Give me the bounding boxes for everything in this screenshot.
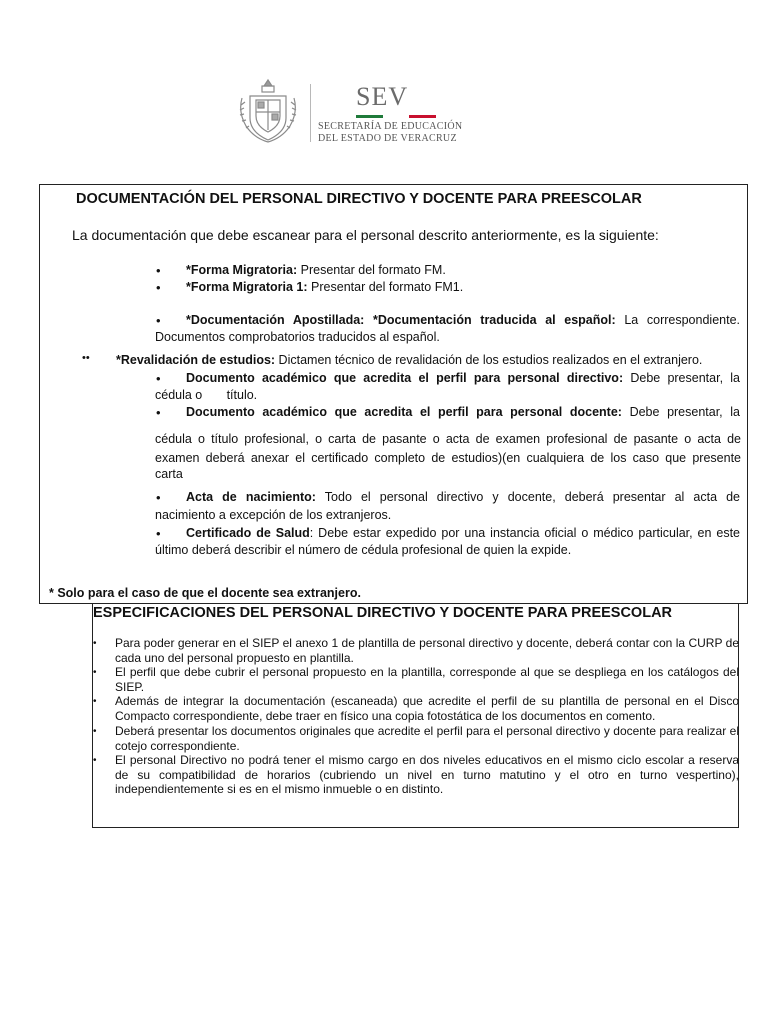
bullet: •	[93, 726, 97, 737]
documentation-box	[39, 184, 748, 604]
bullet: •	[156, 371, 161, 386]
list-item: Acta de nacimiento: Todo el personal directivo y docente, deberá presentar al acta de	[186, 490, 740, 504]
list-item: Documento académico que acredita el perfil para personal directivo: Debe presentar, la	[186, 371, 740, 385]
section2-title: ESPECIFICACIONES DEL PERSONAL DIRECTIVO Y DOCENTE PARA PREESCOLAR	[93, 605, 673, 621]
flag-stripe-green	[356, 115, 383, 118]
list-item-continuation: último deberá describir el número de cédula profesional de quien la expide.	[155, 543, 572, 557]
bullet: •	[156, 263, 161, 278]
list-item: *Forma Migratoria 1: Presentar del formato FM1.	[186, 280, 464, 294]
flag-stripe-white	[383, 115, 410, 118]
list-item-continuation: examen deberá anexar el certificado completo de estudios)(en cualquiera de los caso que presente	[155, 451, 741, 465]
list-item-continuation: cédula o título.	[155, 388, 258, 402]
logo-line-1: SECRETARÍA DE EDUCACIÓN	[318, 121, 463, 132]
bullet: •	[93, 696, 97, 707]
spec-item: El perfil que debe cubrir el personal propuesto en la plantilla, corresponde al que se despliega en los catálogos del SIEP.	[115, 665, 739, 694]
spec-item: El personal Directivo no podrá tener el mismo cargo en dos niveles educativos en el mismo ciclo escolar a reserva de su compatibilidad de horarios (cubriendo un nivel en turno matutino y el otro en turno vespertino), independientemente si es en el mismo inmueble o en distinto.	[115, 753, 739, 796]
list-item-continuation: cédula o título profesional, o carta de pasante o acta de examen profesional de pasante o acta de	[155, 432, 741, 446]
bullet: •	[156, 405, 161, 420]
list-item: Certificado de Salud: Debe estar expedido por una instancia oficial o médico particular, en este	[186, 526, 741, 540]
bullet: •	[156, 313, 161, 328]
spec-item: Para poder generar en el SIEP el anexo 1 de plantilla de personal directivo y docente, deberá contar con la CURP de cada uno del personal propuesto en plantilla.	[115, 636, 739, 665]
bullet: •	[93, 638, 97, 649]
spec-item: Además de integrar la documentación (escaneada) que acredite el perfil de su plantilla de personal en el Disco Compacto correspondiente, debe traer en físico una copia fotostática de los documentos en comento.	[115, 694, 739, 723]
bullet: •	[156, 526, 161, 541]
flag-stripe	[356, 115, 436, 118]
spec-item: Deberá presentar los documentos originales que acredite el perfil para el personal directivo y docente para realizar el cotejo correspondiente.	[115, 724, 739, 753]
bullet: ••	[82, 352, 90, 364]
list-item: *Revalidación de estudios: Dictamen técnico de revalidación de los estudios realizados en el extranjero.	[116, 353, 703, 367]
bullet: •	[156, 490, 161, 505]
flag-stripe-red	[409, 115, 436, 118]
list-item: *Forma Migratoria: Presentar del formato FM.	[186, 263, 446, 277]
list-item: Documento académico que acredita el perfil para personal docente: Debe presentar, la	[186, 405, 740, 419]
section1-intro: La documentación que debe escanear para el personal descrito anteriormente, es la siguiente:	[72, 227, 659, 243]
logo-line-2: DEL ESTADO DE VERACRUZ	[318, 133, 457, 144]
logo-title: SEV	[356, 82, 409, 111]
list-item-continuation: nacimiento a excepción de los extranjeros.	[155, 508, 392, 522]
logo-divider	[310, 84, 311, 142]
specifications-box	[92, 604, 739, 828]
list-item-continuation: carta	[155, 467, 183, 481]
list-item: *Documentación Apostillada: *Documentación traducida al español: La correspondiente.	[186, 313, 740, 327]
section1-title: DOCUMENTACIÓN DEL PERSONAL DIRECTIVO Y DOCENTE PARA PREESCOLAR	[76, 191, 642, 207]
bullet: •	[93, 667, 97, 678]
footnote: * Solo para el caso de que el docente sea extranjero.	[49, 586, 361, 600]
veracruz-coat-of-arms-icon	[236, 76, 300, 146]
sev-logo	[236, 72, 463, 152]
bullet: •	[156, 280, 161, 295]
list-item-continuation: Documentos comprobatorios traducidos al español.	[155, 330, 440, 344]
bullet: •	[93, 755, 97, 766]
